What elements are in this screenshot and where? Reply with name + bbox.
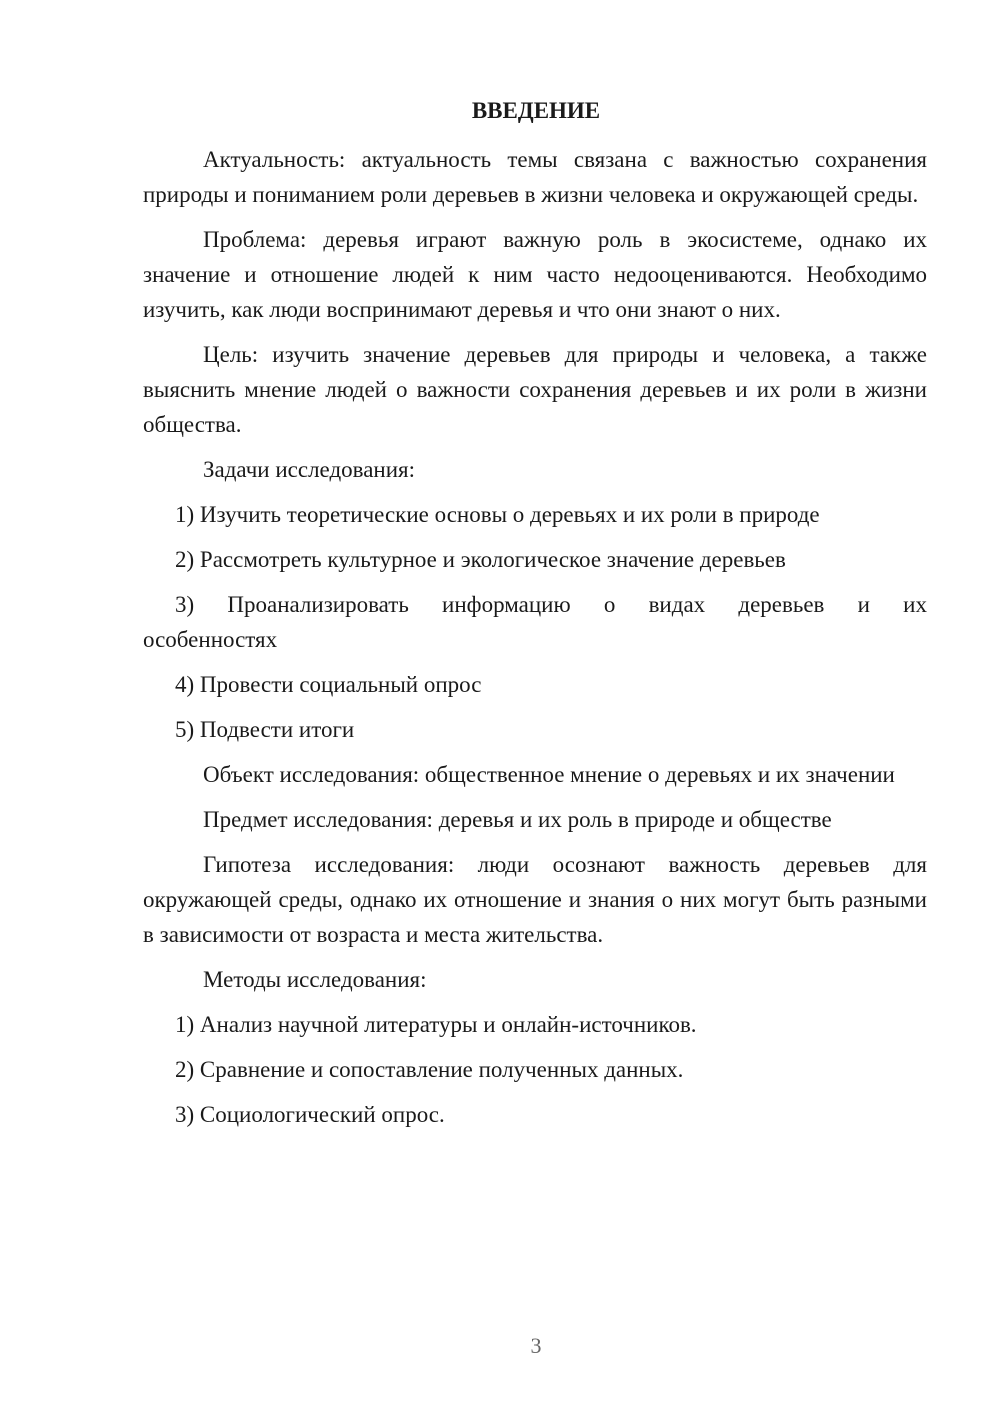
object-paragraph: Объект исследования: общественное мнение о деревьях и их значении (203, 762, 895, 787)
task-item-5: 5) Подвести итоги (175, 717, 355, 742)
method-item-3: 3) Социологический опрос. (175, 1102, 445, 1127)
task-item-1: 1) Изучить теоретические основы о деревьях и их роли в природе (175, 502, 820, 527)
methods-heading: Методы исследования: (203, 967, 427, 992)
task-item-3: 3) Проанализировать информацию о видах деревьев и их (175, 592, 927, 617)
task-item-4: 4) Провести социальный опрос (175, 672, 482, 697)
tasks-heading: Задачи исследования: (203, 457, 416, 482)
subject-paragraph: Предмет исследования: деревья и их роль в природе и обществе (203, 807, 832, 832)
document-body (143, 142, 927, 1142)
method-item-1: 1) Анализ научной литературы и онлайн-источников. (175, 1012, 697, 1037)
relevance-paragraph: Актуальность: актуальность темы связана с важностью сохранения природы и пониманием роли деревьев в жизни человека и окружающей среды. (143, 147, 927, 207)
problem-paragraph: Проблема: деревья играют важную роль в экосистеме, однако их значение и отношение людей к ним часто недооцениваются. Необходимо изучить, как люди воспринимают деревья и что они знают о них. (143, 227, 927, 322)
method-item-2: 2) Сравнение и сопоставление полученных данных. (175, 1057, 684, 1082)
goal-paragraph: Цель: изучить значение деревьев для природы и человека, а также выяснить мнение людей о важности сохранения деревьев и их роли в жизни общества. (143, 342, 927, 437)
page-number: 3 (530, 1333, 542, 1358)
page-title: ВВЕДЕНИЕ (471, 98, 601, 123)
hypothesis-paragraph: Гипотеза исследования: люди осознают важность деревьев для окружающей среды, однако их отношение и знания о них могут быть разными в зависимости от возраста и места жительства. (143, 852, 927, 947)
task-item-3-continuation: особенностях (143, 627, 278, 652)
task-item-2: 2) Рассмотреть культурное и экологическое значение деревьев (175, 547, 786, 572)
